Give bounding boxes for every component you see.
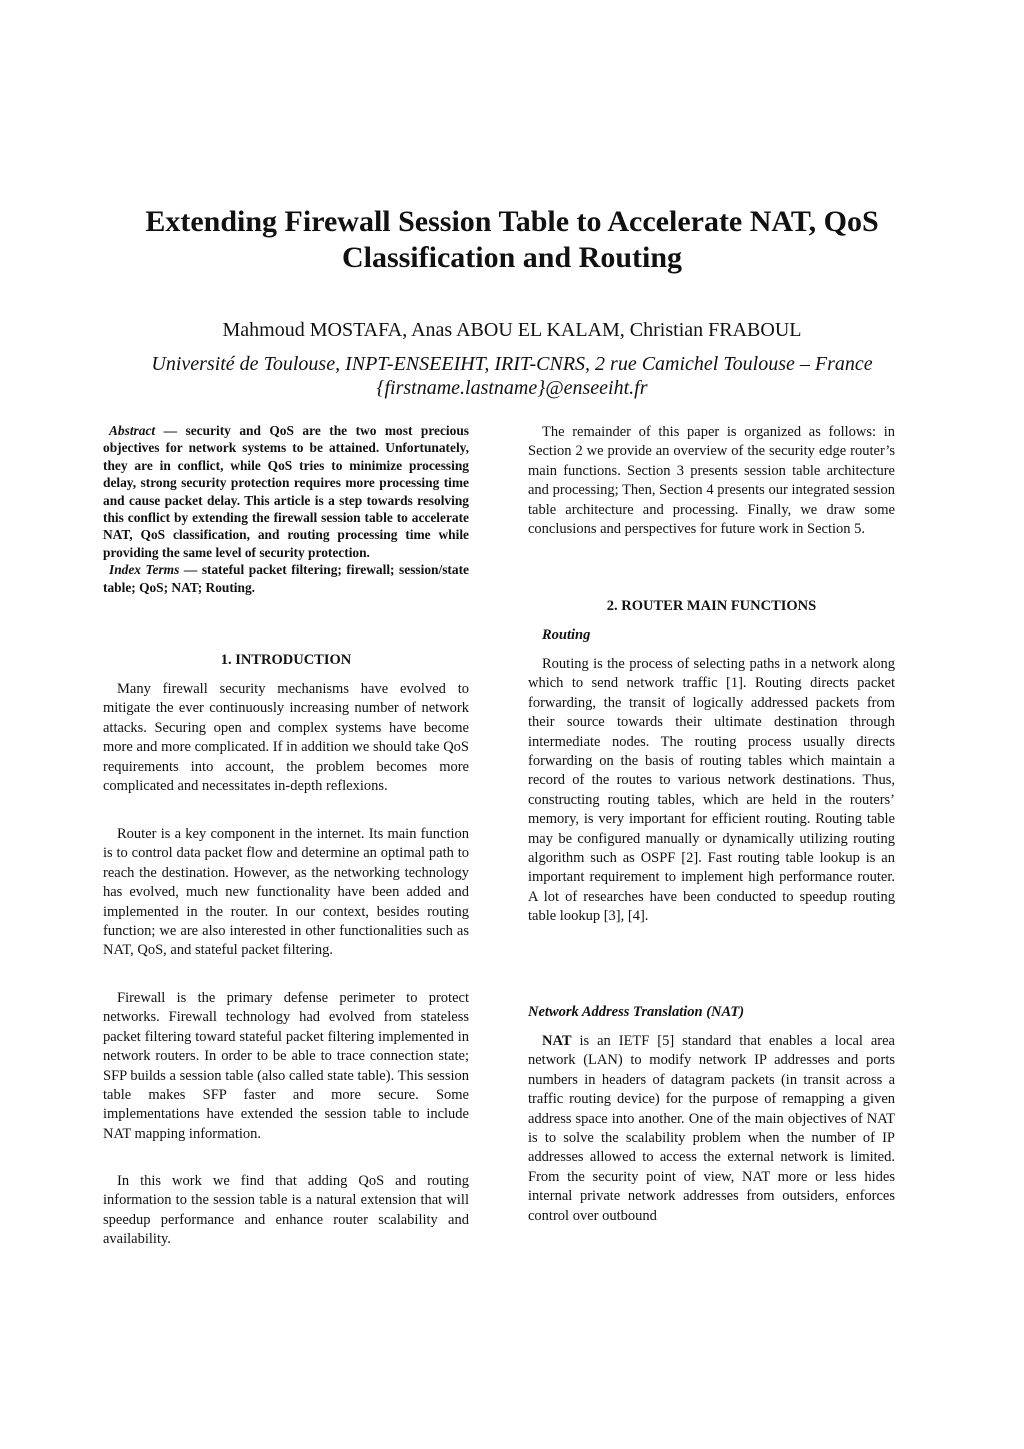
abstract-paragraph xyxy=(103,422,469,561)
nat-term: NAT xyxy=(542,1033,572,1049)
index-terms-label: Index Terms xyxy=(109,562,180,578)
author-list: Mahmoud MOSTAFA, Anas ABOU EL KALAM, Christian FRABOUL xyxy=(222,319,802,341)
section-heading-router-functions: 2. ROUTER MAIN FUNCTIONS xyxy=(606,598,817,614)
intro-paragraph-1: Many firewall security mechanisms have evolved to mitigate the ever continuously increasing number of network attacks. Securing open and complex systems have become more and more complicated. If in addition we should take QoS requirements into account, the problem becomes more complicated and necessitates in-depth reflexions. xyxy=(103,681,469,795)
nat-paragraph xyxy=(528,1032,895,1226)
abstract-text: — security and QoS are the two most precious objectives for network systems to be attained. Unfortunately, they are in conflict, while QoS tries to minimize processing delay, strong security protection requires more processing time and cause packet delay. This article is a step towards resolving this conflict by extending the firewall session table to accelerate NAT, QoS classification, and routing processing time while providing the same level of security protection. xyxy=(103,423,469,560)
subheading-routing: Routing xyxy=(542,627,591,643)
paper-title-line-1: Extending Firewall Session Table to Accelerate NAT, QoS xyxy=(145,205,879,238)
paper-title-line-2: Classification and Routing xyxy=(341,241,683,274)
index-terms-paragraph xyxy=(103,561,469,596)
index-terms-text: — stateful packet filtering; firewall; session/state table; QoS; NAT; Routing. xyxy=(103,562,469,595)
intro-paragraph-2: Router is a key component in the internet. Its main function is to control data packet flow and determine an optimal path to reach the destination. However, as the networking technology has evolved, much new functionality have been added and implemented in the router. In our context, besides routing function; we are also interested in other functionalities such as NAT, QoS, and stateful packet filtering. xyxy=(103,826,469,959)
affiliation-block xyxy=(60,352,964,400)
subheading-nat: Network Address Translation (NAT) xyxy=(528,1004,745,1020)
section-heading-introduction: 1. INTRODUCTION xyxy=(220,652,352,668)
intro-paragraph-4: In this work we find that adding QoS and routing information to the session table is a natural extension that will speedup performance and enhance router scalability and availability. xyxy=(103,1173,469,1248)
email: {firstname.lastname}@enseeiht.fr xyxy=(376,377,648,399)
intro-paragraph-3: Firewall is the primary defense perimeter to protect networks. Firewall technology had evolved from stateless packet filtering toward stateful packet filtering implemented in network routers. In order to be able to trace connection state; SFP builds a session table (also called state table). This session table makes SFP faster and more secure. Some implementations have extended the session table to include NAT mapping information. xyxy=(103,990,469,1142)
abstract-label: Abstract xyxy=(109,423,156,438)
affiliation: Université de Toulouse, INPT-ENSEEIHT, IRIT-CNRS, 2 rue Camichel Toulouse – France xyxy=(151,353,873,375)
routing-paragraph: Routing is the process of selecting paths in a network along which to send network traffic [1]. Routing directs packet forwarding, the transit of logically addressed packets from their source towards their ultimate destination through intermediate nodes. The routing process usually directs forwarding on the basis of routing tables which maintain a record of the routes to various network destinations. Thus, constructing routing tables, which are held in the routers’ memory, is very important for efficient routing. Routing table may be configured manually or dynamically utilizing routing algorithm such as OSPF [2]. Fast routing table lookup is an important requirement to implement high performance router. A lot of researches have been conducted to speedup routing table lookup [3], [4]. xyxy=(528,656,895,925)
nat-paragraph-text: is an IETF [5] standard that enables a local area network (LAN) to modify network IP addresses and ports numbers in headers of datagram packets (in transit across a traffic routing device) for the purpose of remapping a given address space into another. One of the main objectives of NAT is to solve the scalability problem when the number of IP addresses allowed to access the external network is limited. From the security point of view, NAT more or less hides internal private network addresses from outsiders, enforces control over outbound xyxy=(528,1033,895,1224)
outline-paragraph: The remainder of this paper is organized as follows: in Section 2 we provide an overview of the security edge router’s main functions. Section 3 presents session table architecture and processing; Then, Section 4 presents our integrated session table architecture and processing. Finally, we draw some conclusions and perspectives for future work in Section 5. xyxy=(528,424,895,538)
abstract-block xyxy=(103,422,469,596)
paper-title xyxy=(80,204,944,276)
